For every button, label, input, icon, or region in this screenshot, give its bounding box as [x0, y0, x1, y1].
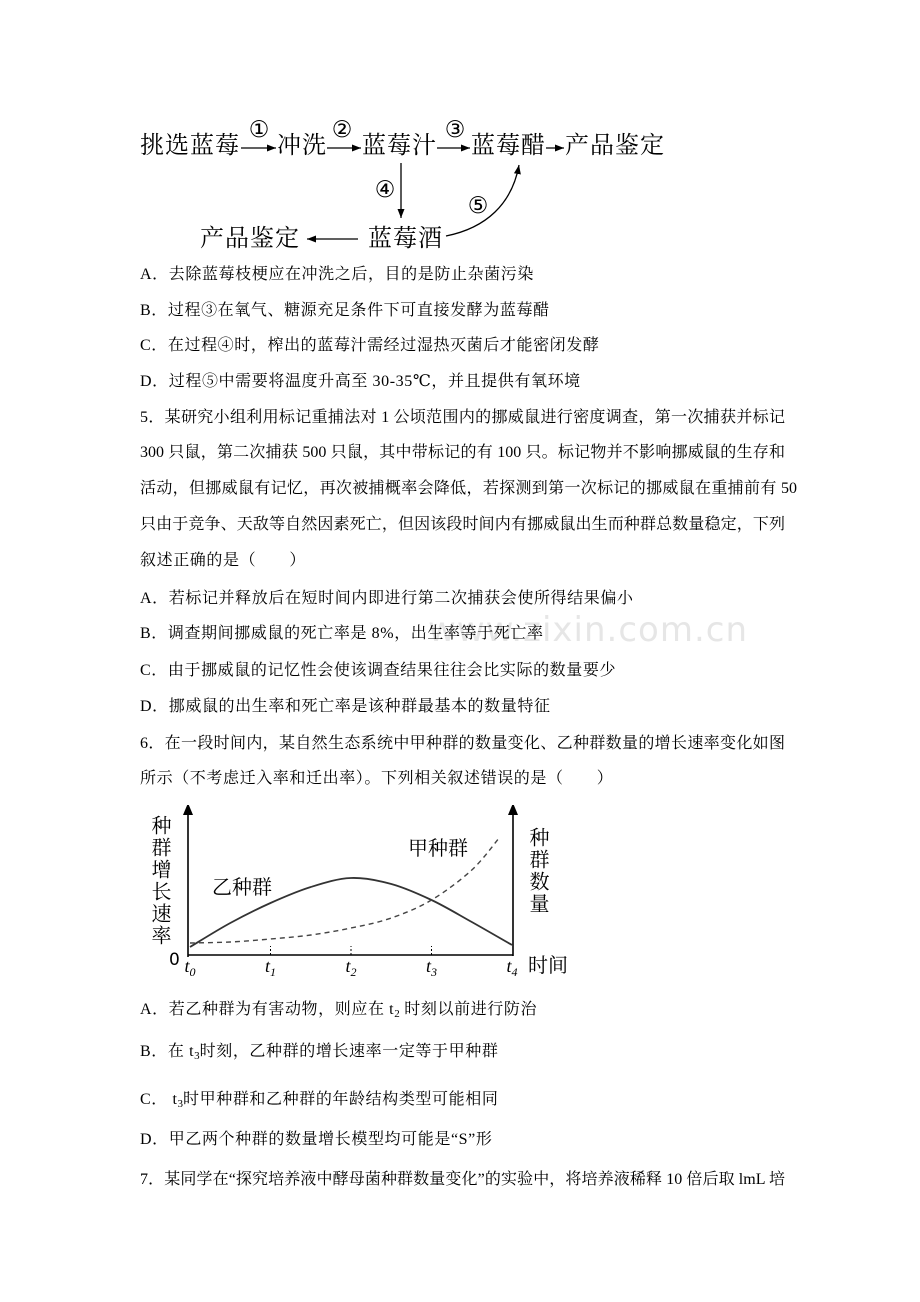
q6-stem-line: 6．在一段时间内，某自然生态系统中甲种群的数量变化、乙种群数量的增长速率变化如图 — [140, 735, 785, 752]
flow-product-identify-top: 产品鉴定 — [565, 133, 665, 159]
q6-option-a-text-end: 时刻以前进行防治 — [399, 1001, 538, 1018]
series-yi-label: 乙种群 — [212, 875, 272, 899]
q4-option-b: B．过程③在氧气、糖源充足条件下可直接发酵为蓝莓醋 — [140, 302, 550, 319]
q6-option-b-text: B．在 t — [140, 1043, 195, 1060]
population-chart — [140, 805, 580, 985]
q5-option-c: C．由于挪威鼠的记忆性会使该调查结果往往会比实际的数量要少 — [140, 662, 617, 679]
q6-option-b — [140, 1042, 498, 1062]
x-tick-label: $t_2$ — [345, 956, 357, 979]
q5-stem-line: 叙述正确的是（ ） — [140, 552, 307, 569]
q5-stem-line: 300 只鼠，第二次捕获 500 只鼠，其中带标记的有 100 只。标记物并不影响挪威鼠的生存和 — [140, 444, 785, 461]
q6-option-a-text: A．若乙种群为有害动物，则应在 t — [140, 1001, 395, 1018]
q6-option-a — [140, 1000, 537, 1020]
step-2-marker: ② — [331, 117, 353, 143]
step-1-marker: ① — [248, 117, 270, 143]
q5-option-d: D．挪威鼠的出生率和死亡率是该种群最基本的数量特征 — [140, 698, 551, 715]
flow-vinegar: 蓝莓醋 — [471, 133, 546, 159]
q4-option-a: A．去除蓝莓枝梗应在冲洗之后，目的是防止杂菌污染 — [140, 266, 534, 283]
left-axis-label: 种群增长速率 — [148, 815, 172, 947]
q6-option-d-text: D．甲乙两个种群的数量增长模型均可能是“S”形 — [140, 1131, 493, 1148]
flow-wash: 冲洗 — [277, 133, 327, 159]
q4-option-d: D．过程⑤中需要将温度升高至 30-35℃，并且提供有氧环境 — [140, 373, 581, 390]
right-axis-label: 种群数量 — [526, 827, 550, 915]
series-jia-label: 甲种群 — [408, 836, 468, 860]
q5-option-a: A．若标记并释放后在短时间内即进行第二次捕获会使所得结果偏小 — [140, 590, 634, 607]
q6-option-c-text-end: 时甲种群和乙种群的年龄结构类型可能相同 — [183, 1091, 499, 1108]
q5-stem-line: 只由于竞争、天敌等自然因素死亡，但因该段时间内有挪威鼠出生而种群总数量稳定，下列 — [140, 516, 785, 533]
q5-option-b: B．调查期间挪威鼠的死亡率是 8%，出生率等于死亡率 — [140, 625, 544, 642]
flow-juice: 蓝莓汁 — [362, 133, 437, 159]
flow-product-identify-bottom: 产品鉴定 — [200, 226, 300, 252]
process-flow-diagram — [0, 0, 920, 260]
x-tick-marks — [271, 946, 432, 955]
subscript: 3 — [177, 1098, 184, 1110]
q6-option-d — [140, 1130, 492, 1150]
watermark-text: www.zixin.com.cn — [428, 610, 748, 650]
step-5-marker: ⑤ — [467, 193, 489, 219]
x-tick-label: $t_4$ — [506, 956, 518, 979]
q6-stem-line: 所示（不考虑迁入率和迁出率）。下列相关叙述错误的是（ ） — [140, 770, 614, 787]
flow-select-blueberry: 挑选蓝莓 — [140, 133, 240, 159]
q5-stem-line: 5．某研究小组利用标记重捕法对 1 公顷范围内的挪威鼠进行密度调查，第一次捕获并标记 — [140, 409, 785, 426]
q5-stem-line: 活动，但挪威鼠有记忆，再次被捕概率会降低，若探测到第一次标记的挪威鼠在重捕前有 50 — [140, 480, 797, 497]
q6-option-c-text: C． t — [140, 1091, 178, 1108]
step-3-marker: ③ — [444, 117, 466, 143]
q6-option-c — [140, 1090, 498, 1110]
flow-wine: 蓝莓酒 — [368, 226, 443, 252]
x-tick-label: $t_1$ — [264, 956, 276, 979]
step-4-marker: ④ — [374, 177, 396, 203]
q6-option-b-text-end: 时刻，乙种群的增长速率一定等于甲种群 — [199, 1043, 499, 1060]
subscript: 3 — [194, 1050, 200, 1062]
x-axis-label: 时间 — [528, 953, 568, 977]
q4-option-c: C．在过程④时，榨出的蓝莓汁需经过湿热灭菌后才能密闭发酵 — [140, 337, 600, 354]
origin-label: 0 — [169, 950, 180, 970]
q7-stem-line: 7．某同学在“探究培养液中酵母菌种群数量变化”的实验中，将培养液稀释 10 倍后取 lmL 培 — [140, 1171, 785, 1188]
subscript: 2 — [394, 1008, 400, 1020]
x-tick-label: $t_0$ — [184, 956, 196, 979]
x-tick-label: $t_3$ — [425, 956, 437, 979]
